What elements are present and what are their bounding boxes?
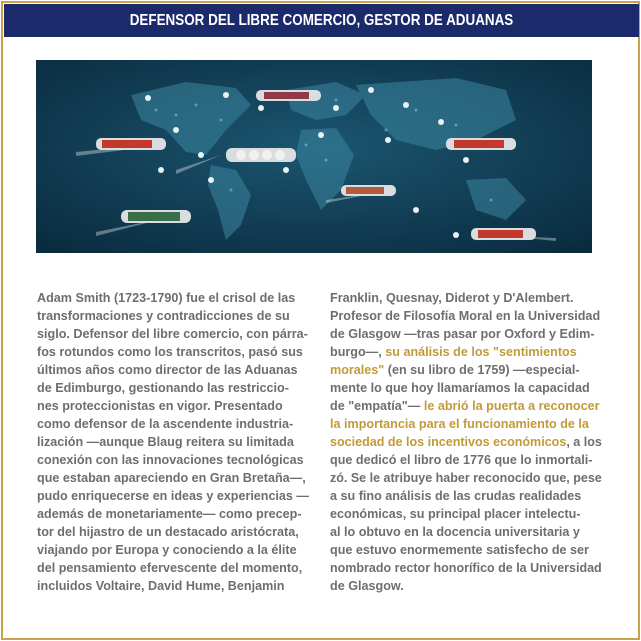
text-line: Adam Smith (1723-1790) fue el crisol de las <box>37 291 296 305</box>
highlighted-text: sociedad de los incentivos económicos <box>330 435 567 449</box>
text-line: fos rotundos como los transcritos, pasó sus <box>37 345 303 359</box>
text-line: tor del hijastro de un destacado aristócrata, <box>37 525 299 539</box>
text-line: últimos años como director de las Aduanas <box>37 363 298 377</box>
highlighted-text: su análisis de los "sentimientos <box>385 345 577 359</box>
text-line: siglo. Defensor del libre comercio, con párra- <box>37 327 308 341</box>
text-line: además de monetariamente— como precep- <box>37 507 302 521</box>
text-line: nombrado rector honorífico de la Universidad <box>330 561 602 575</box>
text-line: Franklin, Quesnay, Diderot y D'Alembert. <box>330 291 574 305</box>
text-line: incluidos Voltaire, David Hume, Benjamin <box>37 579 285 593</box>
left-text-column <box>37 289 309 595</box>
text-line: al lo obtuvo en la docencia universitaria y <box>330 525 580 539</box>
text-line: de Edimburgo, gestionando las restriccio- <box>37 381 289 395</box>
hero-image <box>36 60 592 253</box>
text-line: lización —aunque Blaug reitera su limitada <box>37 435 294 449</box>
text-segment: de "empatía"— <box>330 399 424 413</box>
text-line <box>330 433 601 451</box>
text-segment: (en su libro de 1759) —especial- <box>384 363 580 377</box>
text-line: del pensamiento efervescente del momento, <box>37 561 303 575</box>
header-title: DEFENSOR DEL LIBRE COMERCIO, GESTOR DE ADUANAS <box>129 11 514 29</box>
text-line: de Glasgow —tras pasar por Oxford y Edim- <box>330 327 595 341</box>
text-line <box>330 361 602 379</box>
text-line: conexión con las innovaciones tecnológicas <box>37 453 304 467</box>
highlighted-text: la importancia para el funcionamiento de la <box>330 417 589 431</box>
text-line: mente lo que hoy llamaríamos la capacidad <box>330 381 590 395</box>
text-line: que estuvo enormemente satisfecho de ser <box>330 543 589 557</box>
text-line: nes proteccionistas en vigor. Presentado <box>37 399 283 413</box>
text-line: transformaciones y contradicciones de su <box>37 309 290 323</box>
text-line <box>330 343 602 361</box>
text-line: Profesor de Filosofía Moral en la Universidad <box>330 309 601 323</box>
text-line: que estaban apareciendo en Gran Bretaña—, <box>37 471 306 485</box>
header-bar <box>4 4 639 37</box>
text-segment: , a los <box>566 435 602 449</box>
text-line: pudo enriquecerse en ideas y experiencias — <box>37 489 309 503</box>
text-line: que dedicó el libro de 1776 que lo inmortali- <box>330 453 593 467</box>
ships-world-map-icon <box>36 60 592 253</box>
text-line: viajando por Europa y conociendo a la élite <box>37 543 297 557</box>
text-line <box>330 397 602 415</box>
text-line: a su fino análisis de las crudas realidades <box>330 489 582 503</box>
text-line: zó. Se le atribuye haber reconocido que, pese <box>330 471 602 485</box>
right-text-column <box>330 289 602 595</box>
text-segment: burgo—, <box>330 345 386 359</box>
text-line: como defensor de la ascendente industria- <box>37 417 294 431</box>
highlighted-text: le abrió la puerta a reconocer <box>423 399 600 413</box>
highlighted-text: morales" <box>330 363 385 377</box>
text-line: de Glasgow. <box>330 579 404 593</box>
text-line: económicas, su principal placer intelectu- <box>330 507 581 521</box>
